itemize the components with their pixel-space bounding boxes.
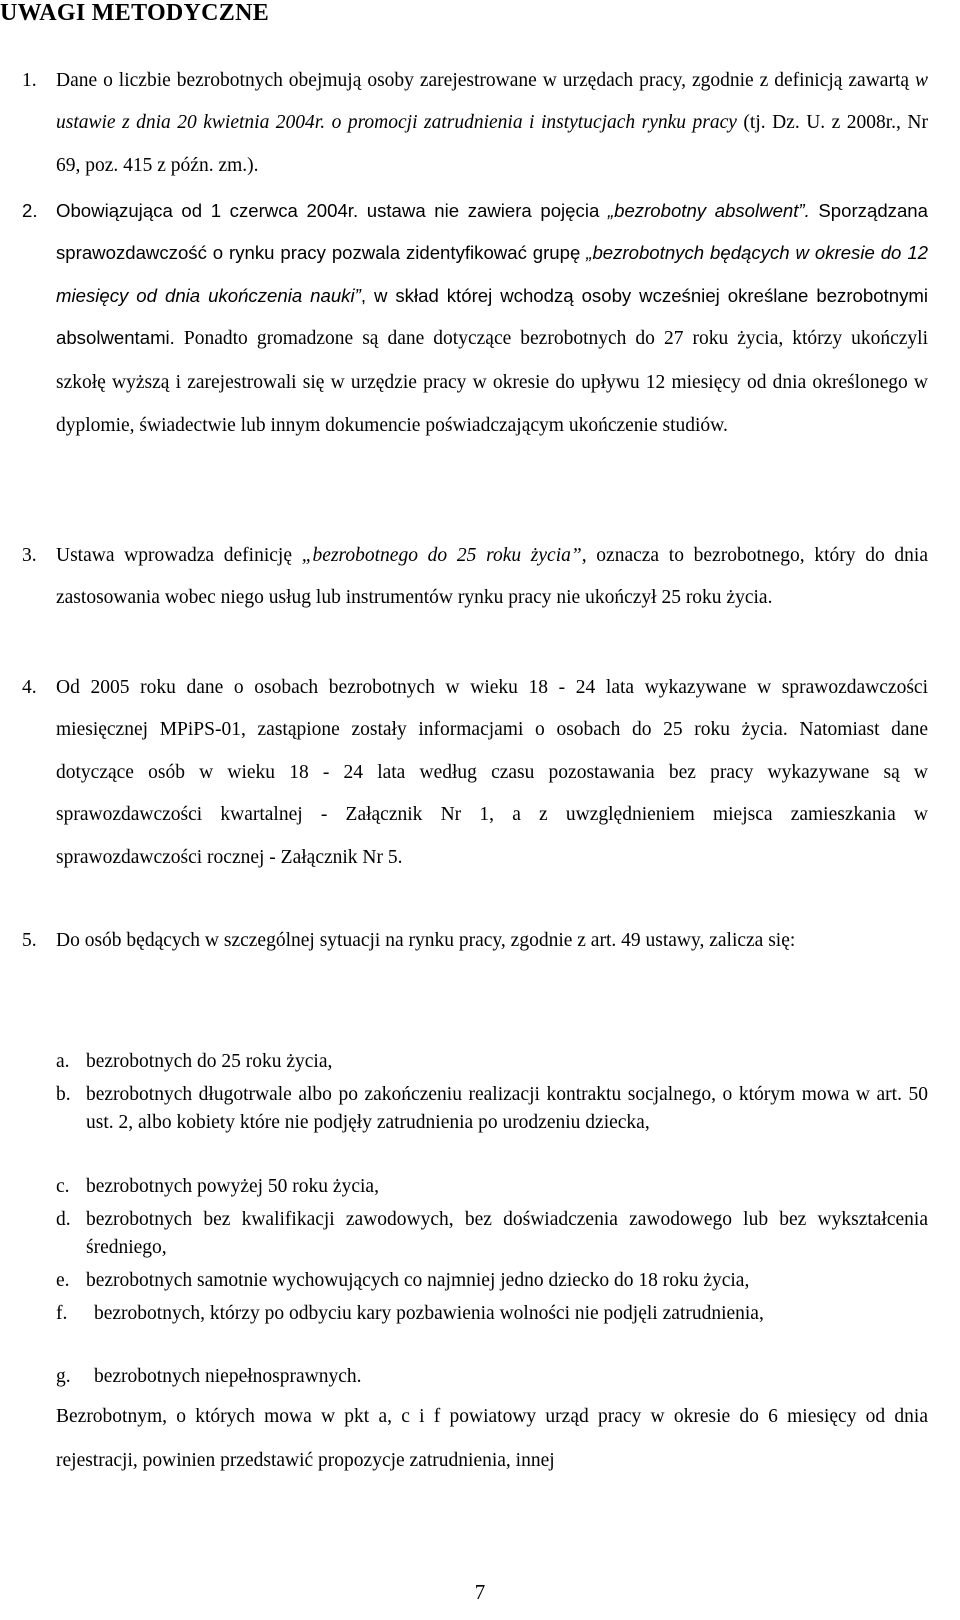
note-text-regular: Sporządzana sprawozdawczość o rynku pracy pozwala zidentyfikować grupę <box>56 200 928 264</box>
note-text-serif: Ponadto gromadzone są dane dotyczące bezrobotnych do 27 roku życia, którzy ukończyli szkołę wyższą i zarejestrowali się w urzędzie pracy w okresie do upływu 12 miesięcy od dnia określonego w dyplomie, świadectwie lub innym dokumencie poświadczającym ukończenie studiów. <box>56 328 928 437</box>
note-text-regular: (tj. Dz. U. z 2008r., Nr 69, poz. 415 z późn. zm.). <box>56 112 928 176</box>
list-letter: f. <box>56 1303 68 1324</box>
note-number: 3. <box>22 545 37 566</box>
list-item <box>56 1048 928 1076</box>
page-heading: UWAGI METODYCZNE <box>0 0 270 26</box>
note-item-2 <box>22 190 928 447</box>
note-number: 5. <box>22 930 37 951</box>
note-text <box>56 60 928 187</box>
page-number: 7 <box>474 1580 486 1604</box>
list-letter: c. <box>56 1176 70 1197</box>
note-text-regular: Obowiązująca od 1 czerwca 2004r. ustawa nie zawiera pojęcia <box>56 200 608 221</box>
note-item-4 <box>22 667 928 879</box>
note-text <box>56 190 928 447</box>
note-text-italic: „bezrobotnych będących w okresie do 12 miesięcy od dnia ukończenia nauki” <box>56 242 928 306</box>
list-letter: a. <box>56 1051 70 1072</box>
list-text: bezrobotnych do 25 roku życia, <box>86 1051 333 1072</box>
list-letter: b. <box>56 1084 71 1105</box>
note-text: Do osób będących w szczególnej sytuacji na rynku pracy, zgodnie z art. 49 ustawy, zalicza się: <box>56 930 796 951</box>
list-letter: e. <box>56 1270 70 1291</box>
list-letter: d. <box>56 1209 71 1230</box>
list-item <box>56 1173 928 1201</box>
list-item <box>56 1363 928 1391</box>
note-text-italic: w ustawie z dnia 20 kwietnia 2004r. o promocji zatrudnienia i instytucjach rynku pracy <box>56 70 928 134</box>
note-number: 4. <box>22 677 37 698</box>
note-text <box>56 535 928 620</box>
list-text: bezrobotnych długotrwale albo po zakończeniu realizacji kontraktu socjalnego, o którym mowa w art. 50 ust. 2, albo kobiety które nie podjęły zatrudnienia po urodzeniu dziecka, <box>86 1084 928 1133</box>
note-text-italic: „bezrobotnego do 25 roku życia” <box>301 545 582 566</box>
list-item <box>56 1300 928 1328</box>
note-text-italic: „bezrobotny absolwent”. <box>607 200 810 221</box>
list-text: bezrobotnych bez kwalifikacji zawodowych, bez doświadczenia zawodowego lub bez wykształcenia średniego, <box>86 1209 928 1258</box>
note-text-regular: Ustawa wprowadza definicję <box>56 545 302 566</box>
list-text: bezrobotnych, którzy po odbyciu kary pozbawienia wolności nie podjęli zatrudnienia, <box>94 1303 764 1324</box>
note-item-5 <box>22 920 928 962</box>
note-text-regular: Dane o liczbie bezrobotnych obejmują osoby zarejestrowane w urzędach pracy, zgodnie z definicją zawartą <box>56 70 915 91</box>
note-item-3 <box>22 535 928 620</box>
list-item <box>56 1081 928 1137</box>
note-text-regular: , w skład której wchodzą osoby wcześniej określane bezrobotnymi absolwentami. <box>56 284 928 349</box>
note-number: 2. <box>22 200 38 221</box>
list-text: bezrobotnych niepełnosprawnych. <box>94 1366 362 1387</box>
note-number: 1. <box>22 70 37 91</box>
note-text: Od 2005 roku dane o osobach bezrobotnych w wieku 18 - 24 lata wykazywane w sprawozdawczości miesięcznej MPiPS-01, zastąpione zostały informacjami o osobach do 25 roku życia. Natomiast dane dotyczące osób w wieku 18 - 24 lata według czasu pozostawania bez pracy wykazywane są w sprawozdawczości kwartalnej - Załącznik Nr 1, a z uwzględnieniem miejsca zamieszkania w sprawozdawczości rocznej - Załącznik Nr 5. <box>56 677 928 868</box>
closing-paragraph: Bezrobotnym, o których mowa w pkt a, c i f powiatowy urząd pracy w okresie do 6 miesięcy od dnia rejestracji, powinien przedstawić propozycje zatrudnienia, innej <box>56 1406 928 1471</box>
list-text: bezrobotnych samotnie wychowujących co najmniej jedno dziecko do 18 roku życia, <box>86 1270 750 1291</box>
list-letter: g. <box>56 1366 71 1387</box>
note-item-1 <box>22 60 928 187</box>
list-item <box>56 1206 928 1262</box>
note-text-regular: , oznacza to bezrobotnego, który do dnia zastosowania wobec niego usług lub instrumentów rynku pracy nie ukończył 25 roku życia. <box>56 545 928 609</box>
list-text: bezrobotnych powyżej 50 roku życia, <box>86 1176 379 1197</box>
list-item <box>56 1267 928 1295</box>
